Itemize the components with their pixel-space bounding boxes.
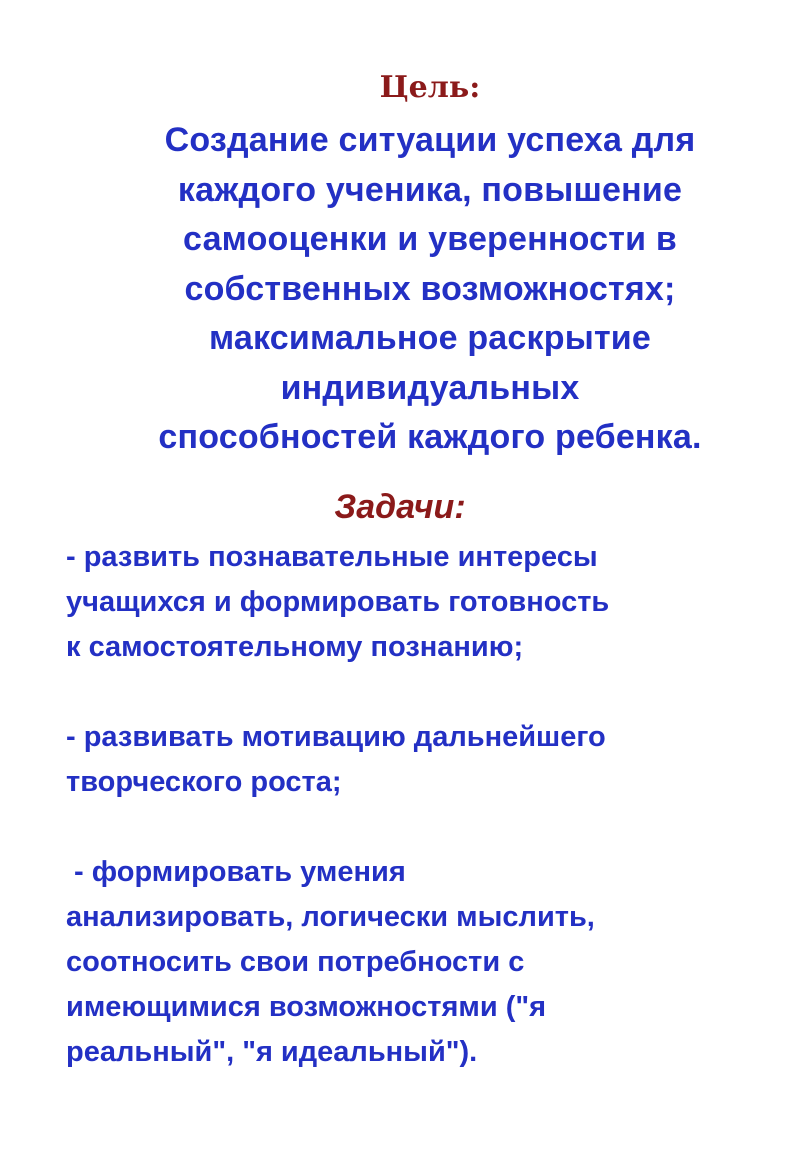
task-line: реальный", "я идеальный"). bbox=[66, 1036, 478, 1068]
goal-line: максимальное раскрытие bbox=[208, 319, 652, 357]
tasks-list bbox=[66, 535, 786, 1075]
task-line: анализировать, логически мыслить, bbox=[66, 901, 595, 933]
goal-line: индивидуальных bbox=[280, 368, 580, 407]
tasks-heading: Задачи: bbox=[334, 488, 466, 526]
goal-text bbox=[70, 116, 790, 463]
task-line: имеющимися возможностями ("я bbox=[66, 991, 547, 1023]
task-line: - формировать умения bbox=[66, 856, 406, 888]
goal-line: способностей каждого ребенка. bbox=[158, 418, 702, 456]
task-line: - развивать мотивацию дальнейшего bbox=[66, 721, 606, 753]
goal-line: собственных возможностях; bbox=[184, 269, 676, 308]
task-line: соотносить свои потребности с bbox=[66, 946, 525, 978]
task-item bbox=[66, 715, 786, 805]
task-line: учащихся и формировать готовность bbox=[66, 586, 610, 618]
goal-line: Создание ситуации успеха для bbox=[164, 121, 696, 159]
task-line: к самостоятельному познанию; bbox=[66, 631, 524, 663]
goal-line: самооценки и уверенности в bbox=[183, 220, 677, 258]
task-spacer bbox=[66, 805, 786, 850]
goal-heading: Цель: bbox=[379, 70, 481, 105]
task-item bbox=[66, 535, 786, 670]
task-line: - развить познавательные интересы bbox=[66, 541, 598, 573]
task-item bbox=[66, 850, 786, 1075]
task-line: творческого роста; bbox=[66, 766, 342, 798]
goal-line: каждого ученика, повышение bbox=[177, 170, 683, 209]
task-spacer bbox=[66, 670, 786, 715]
